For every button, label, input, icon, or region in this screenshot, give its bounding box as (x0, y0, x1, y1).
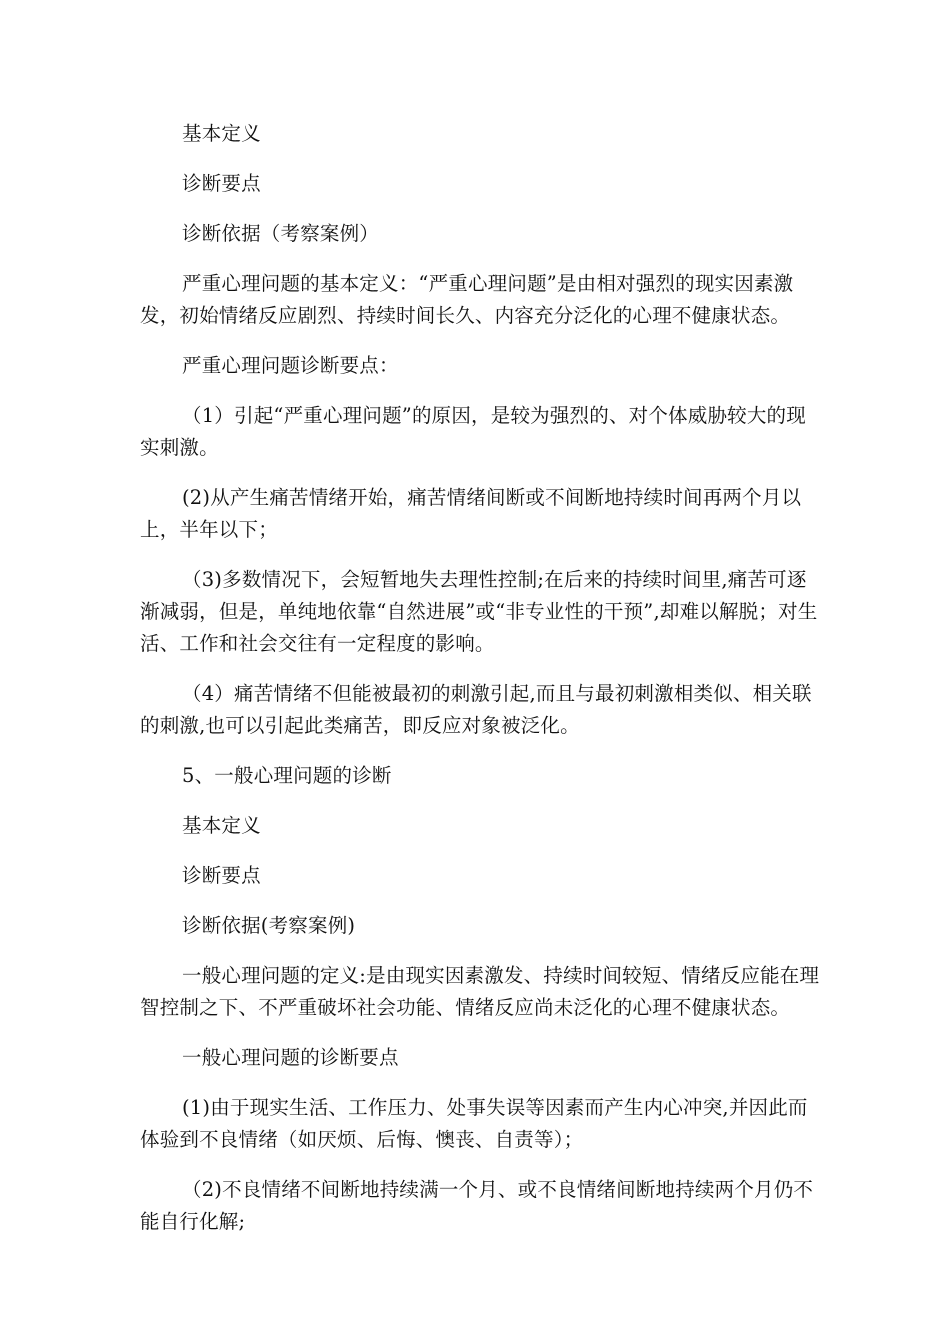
paragraph: 诊断要点 (182, 864, 261, 887)
paragraph: 基本定义 (182, 814, 261, 837)
section-heading: 5、一般心理问题的诊断 (182, 764, 392, 787)
paragraph: 基本定义 (182, 122, 261, 145)
paragraph: 严重心理问题诊断要点： (182, 354, 399, 377)
paragraph: （2)不良情绪不间断地持续满一个月、或不良情绪间断地持续两个月仍不能自行化解; (140, 1178, 814, 1233)
paragraph: (1)由于现实生活、工作压力、处事失误等因素而产生内心冲突,并因此而体验到不良情绪（如厌烦、后悔、懊丧、自责等）； (140, 1096, 808, 1151)
paragraph: (2)从产生痛苦情绪开始，痛苦情绪间断或不间断地持续时间再两个月以上，半年以下； (140, 486, 802, 541)
paragraph: （3)多数情况下，会短暂地失去理性控制;在后来的持续时间里,痛苦可逐渐减弱，但是，单纯地依靠“自然进展”或“非专业性的干预”,却难以解脱；对生活、工作和社会交往有一定程度的影响。 (140, 568, 818, 655)
document-page (140, 118, 820, 1256)
paragraph: 诊断要点 (182, 172, 261, 195)
paragraph: （1）引起“严重心理问题”的原因，是较为强烈的、对个体威胁较大的现实刺激。 (140, 404, 806, 459)
paragraph: （4）痛苦情绪不但能被最初的刺激引起,而且与最初刺激相类似、相关联的刺激,也可以引起此类痛苦，即反应对象被泛化。 (140, 682, 812, 737)
paragraph: 诊断依据(考察案例) (182, 914, 356, 937)
paragraph: 一般心理问题的诊断要点 (182, 1046, 399, 1069)
paragraph: 严重心理问题的基本定义：“严重心理问题”是由相对强烈的现实因素激发，初始情绪反应剧烈、持续时间长久、内容充分泛化的心理不健康状态。 (140, 272, 794, 327)
paragraph: 一般心理问题的定义:是由现实因素激发、持续时间较短、情绪反应能在理智控制之下、不严重破坏社会功能、情绪反应尚未泛化的心理不健康状态。 (140, 964, 820, 1019)
paragraph: 诊断依据（考察案例） (182, 222, 380, 245)
